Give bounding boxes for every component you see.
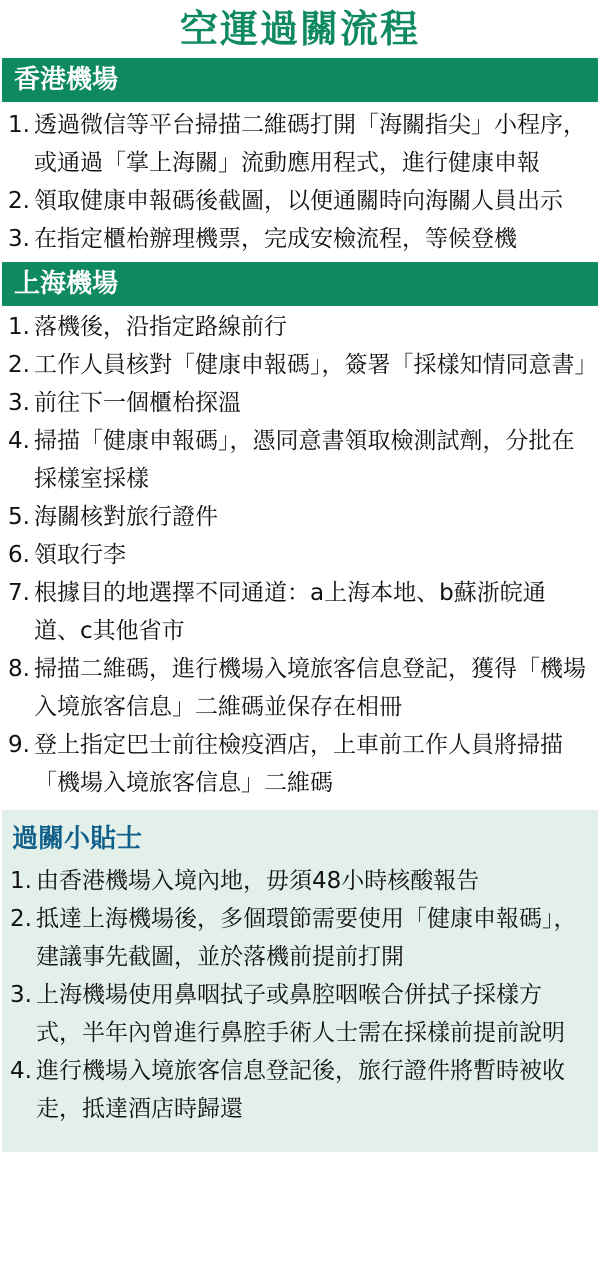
step-text: 登上指定巴士前往檢疫酒店，上車前工作人員將掃描「機場入境旅客信息」二維碼 — [34, 732, 563, 796]
step-number: 6. — [8, 542, 30, 568]
step-text: 領取行李 — [34, 542, 126, 568]
page-title: 空運過關流程 — [179, 7, 420, 51]
hk-steps-list — [0, 102, 600, 262]
hk-step — [0, 182, 600, 220]
sh-steps-list — [0, 306, 600, 810]
step-text: 領取健康申報碼後截圖，以便通關時向海關人員出示 — [34, 188, 563, 214]
sh-step — [0, 726, 600, 802]
step-text: 根據目的地選擇不同通道：a上海本地、b蘇浙皖通道、c其他省市 — [34, 580, 546, 644]
step-text: 落機後，沿指定路線前行 — [34, 314, 287, 340]
step-number: 5. — [8, 504, 30, 530]
step-text: 前往下一個櫃枱探溫 — [34, 390, 241, 416]
step-text: 工作人員核對「健康申報碼」，簽署「採樣知情同意書」 — [34, 352, 598, 378]
sh-step — [0, 384, 600, 422]
tip-item — [2, 976, 598, 1052]
step-number: 9. — [8, 732, 30, 758]
tip-text: 抵達上海機場後，多個環節需要使用「健康申報碼」，建議事先截圖，並於落機前提前打開 — [36, 906, 577, 970]
tip-number: 4. — [10, 1058, 32, 1084]
step-text: 掃描二維碼，進行機場入境旅客信息登記，獲得「機場入境旅客信息」二維碼並保存在相冊 — [34, 656, 586, 720]
sh-step — [0, 574, 600, 650]
hk-step — [0, 106, 600, 182]
tip-text: 進行機場入境旅客信息登記後，旅行證件將暫時被收走，抵達酒店時歸還 — [36, 1058, 565, 1122]
tip-item — [2, 900, 598, 976]
tip-text: 由香港機場入境內地，毋須48小時核酸報告 — [36, 868, 480, 894]
step-number: 3. — [8, 390, 30, 416]
step-text: 在指定櫃枱辦理機票，完成安檢流程，等候登機 — [34, 226, 517, 252]
tips-header: 過關小貼士 — [12, 824, 143, 854]
tip-text: 上海機場使用鼻咽拭子或鼻腔咽喉合併拭子採樣方式，半年內曾進行鼻腔手術人士需在採樣前提前說明 — [36, 982, 565, 1046]
step-number: 1. — [8, 112, 30, 138]
sh-airport-section — [0, 262, 600, 810]
step-number: 1. — [8, 314, 30, 340]
tip-number: 3. — [10, 982, 32, 1008]
step-number: 2. — [8, 352, 30, 378]
hk-step — [0, 220, 600, 258]
sh-step — [0, 308, 600, 346]
step-text: 海關核對旅行證件 — [34, 504, 218, 530]
hk-airport-header: 香港機場 — [2, 58, 598, 102]
tips-list — [2, 862, 598, 1128]
tip-number: 1. — [10, 868, 32, 894]
step-text: 掃描「健康申報碼」，憑同意書領取檢測試劑，分批在採樣室採樣 — [34, 428, 575, 492]
tip-item — [2, 862, 598, 900]
step-number: 8. — [8, 656, 30, 682]
sh-airport-header: 上海機場 — [2, 262, 598, 306]
tips-section — [2, 810, 598, 1152]
sh-step — [0, 422, 600, 498]
hk-airport-section — [0, 58, 600, 262]
step-number: 3. — [8, 226, 30, 252]
sh-step — [0, 498, 600, 536]
sh-step — [0, 346, 600, 384]
step-number: 2. — [8, 188, 30, 214]
sh-step — [0, 650, 600, 726]
tip-number: 2. — [10, 906, 32, 932]
step-text: 透過微信等平台掃描二維碼打開「海關指尖」小程序，或通過「掌上海關」流動應用程式，進行健康申報 — [34, 112, 586, 176]
tip-item — [2, 1052, 598, 1128]
step-number: 4. — [8, 428, 30, 454]
sh-step — [0, 536, 600, 574]
step-number: 7. — [8, 580, 30, 606]
